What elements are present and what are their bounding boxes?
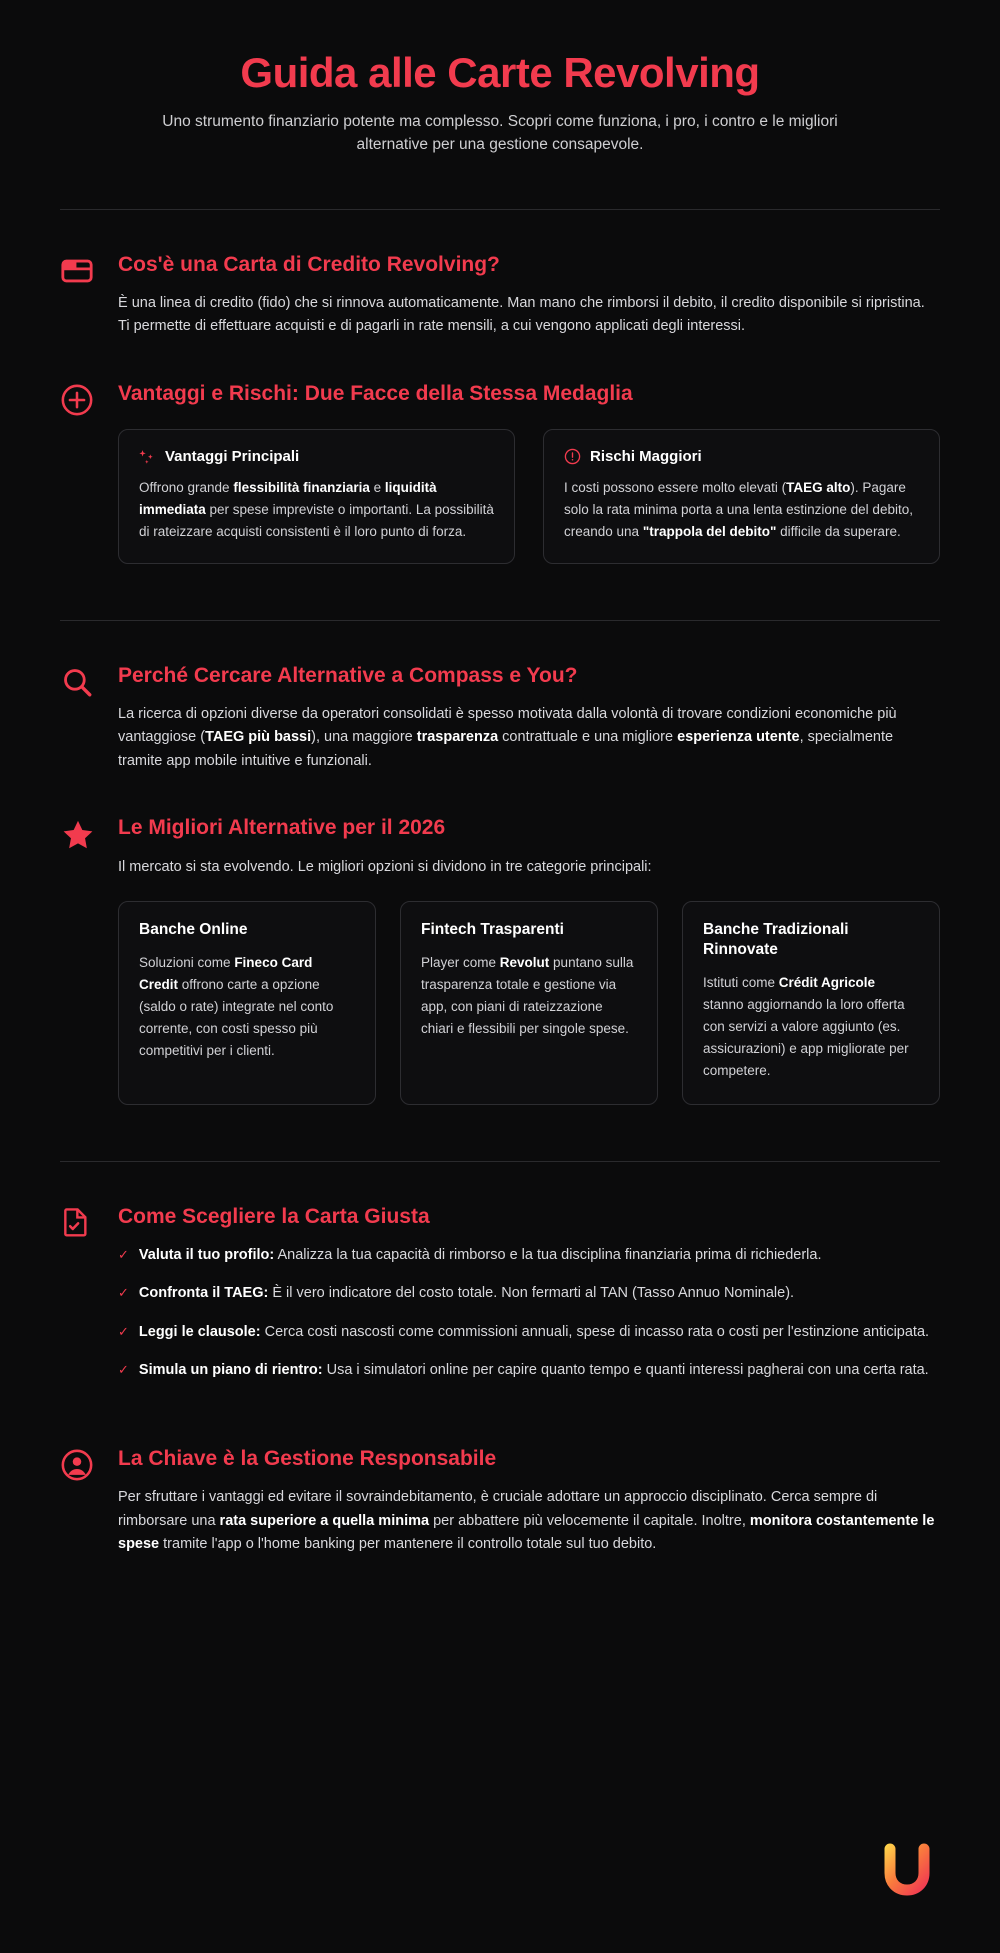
section-text: Per sfruttare i vantaggi ed evitare il sovraindebitamento, è cruciale adottare un approccio disciplinato. Cerca sempre di rimborsare una rata superiore a quella minima per abbattere più velocemente il capitale. Inoltre, monitora costantemente le spese tramite l'app o l'home banking per mantenere il controllo totale sul tuo debito. [118,1489,935,1553]
card-title: Rischi Maggiori [590,448,702,466]
section-title: Come Scegliere la Carta Giusta [118,1204,430,1228]
list-item-label: Leggi le clausole: [138,1323,261,1340]
credit-card-icon [60,252,118,288]
section-title: Perché Cercare Alternative a Compass e You? [118,663,578,687]
list-item [118,1244,940,1267]
section-perche-alternative [60,663,940,774]
section-title: Cos'è una Carta di Credito Revolving? [118,252,500,276]
list-item [118,1282,940,1305]
warning-circle-icon [564,448,581,465]
list-item [118,1321,940,1344]
plus-circle-icon [60,381,118,417]
card-text: Soluzioni come Fineco Card Credit offrono carte a opzione (saldo o rate) integrate nel conto corrente, con costi spesso più competitivi per i clienti. [139,955,334,1058]
section-title: Le Migliori Alternative per il 2026 [118,816,446,840]
card-text: I costi possono essere molto elevati (TAEG alto). Pagare solo la rata minima porta a una lenta estinzione del debito, creando una "trappola del debito" difficile da superare. [564,480,913,539]
card-title: Vantaggi Principali [165,448,300,466]
list-item-label: Confronta il TAEG: [138,1285,269,1302]
list-item-text: Usa i simulatori online per capire quanto tempo e quanti interessi pagherai con una certa rata. [322,1362,929,1379]
card-rischi-maggiori [543,429,940,564]
list-item-text: È il vero indicatore del costo totale. Non fermarti al TAN (Tasso Annuo Nominale). [268,1285,795,1302]
section-intro: Il mercato si sta evolvendo. Le migliori opzioni si dividono in tre categorie principali: [118,858,652,875]
divider-top [60,209,940,210]
search-icon [60,663,118,699]
check-icon: ✓ [118,1285,129,1301]
section-title: La Chiave è la Gestione Responsabile [118,1446,497,1470]
check-icon: ✓ [118,1247,129,1262]
list-item-label: Simula un piano di rientro: [138,1362,323,1379]
card-vantaggi-principali [118,429,515,564]
section-text: È una linea di credito (fido) che si rinnova automaticamente. Man mano che rimborsi il debito, il credito disponibile si ripristina. Ti permette di effettuare acquisti e di pagarli in rate mensili, a cui vengono applicati degli interessi. [118,294,925,335]
page-title: Guida alle Carte Revolving [240,49,760,96]
card-text: Istituti come Crédit Agricole stanno aggiornando la loro offerta con servizi a valore aggiunto (es. assicurazioni) e app migliorate per competere. [703,975,909,1078]
check-icon: ✓ [118,1362,129,1378]
section-come-scegliere [60,1204,940,1398]
section-text: La ricerca di opzioni diverse da operatori consolidati è spesso motivata dalla volontà di trovare condizioni economiche più vantaggiose (TAEG più bassi), una maggiore trasparenza contrattuale e una migliore esperienza utente, specialmente tramite app mobile intuitive e funzionali. [118,705,897,769]
card-title: Fintech Trasparenti [421,921,564,939]
list-item-text: Analizza la tua capacità di rimborso e la tua disciplina finanziaria prima di richiederla. [274,1247,822,1263]
card-text: Offrono grande flessibilità finanziaria e liquidità immediata per spese impreviste o importanti. La possibilità di rateizzare acquisti consistenti è il loro punto di forza. [139,480,494,539]
list-item-label: Valuta il tuo profilo: [138,1247,275,1263]
u-logo [876,1839,938,1901]
advantages-risks-cards [118,429,940,564]
alternatives-cards [118,901,940,1105]
card-title: Banche Online [139,921,248,939]
check-icon: ✓ [118,1323,129,1339]
list-item [118,1359,940,1382]
card-banche-online [118,901,376,1105]
star-icon [60,815,118,853]
card-title: Banche Tradizionali Rinnovate [703,921,849,959]
user-circle-icon [60,1446,118,1482]
card-text: Player come Revolut puntano sulla trasparenza totale e gestione via app, con piani di rateizzazione chiari e flessibili per singole spese. [421,955,634,1036]
section-migliori-alternative [60,815,940,1104]
card-banche-tradizionali [682,901,940,1105]
section-vantaggi-rischi [60,381,940,564]
divider-mid-2 [60,1161,940,1162]
sparkle-icon [139,448,156,465]
page-subtitle: Uno strumento finanziario potente ma complesso. Scopri come funziona, i pro, i contro e le migliori alternative per una gestione consapevole. [162,113,838,154]
checklist [118,1244,940,1383]
section-gestione-responsabile [60,1446,940,1557]
card-fintech-trasparenti [400,901,658,1105]
section-cos-e-carta-revolving [60,252,940,339]
document-check-icon [60,1204,118,1238]
section-title: Vantaggi e Rischi: Due Facce della Stessa Medaglia [118,381,633,405]
divider-mid-1 [60,620,940,621]
list-item-text: Cerca costi nascosti come commissioni annuali, spese di incasso rata o costi per l'estinzione anticipata. [260,1323,930,1340]
